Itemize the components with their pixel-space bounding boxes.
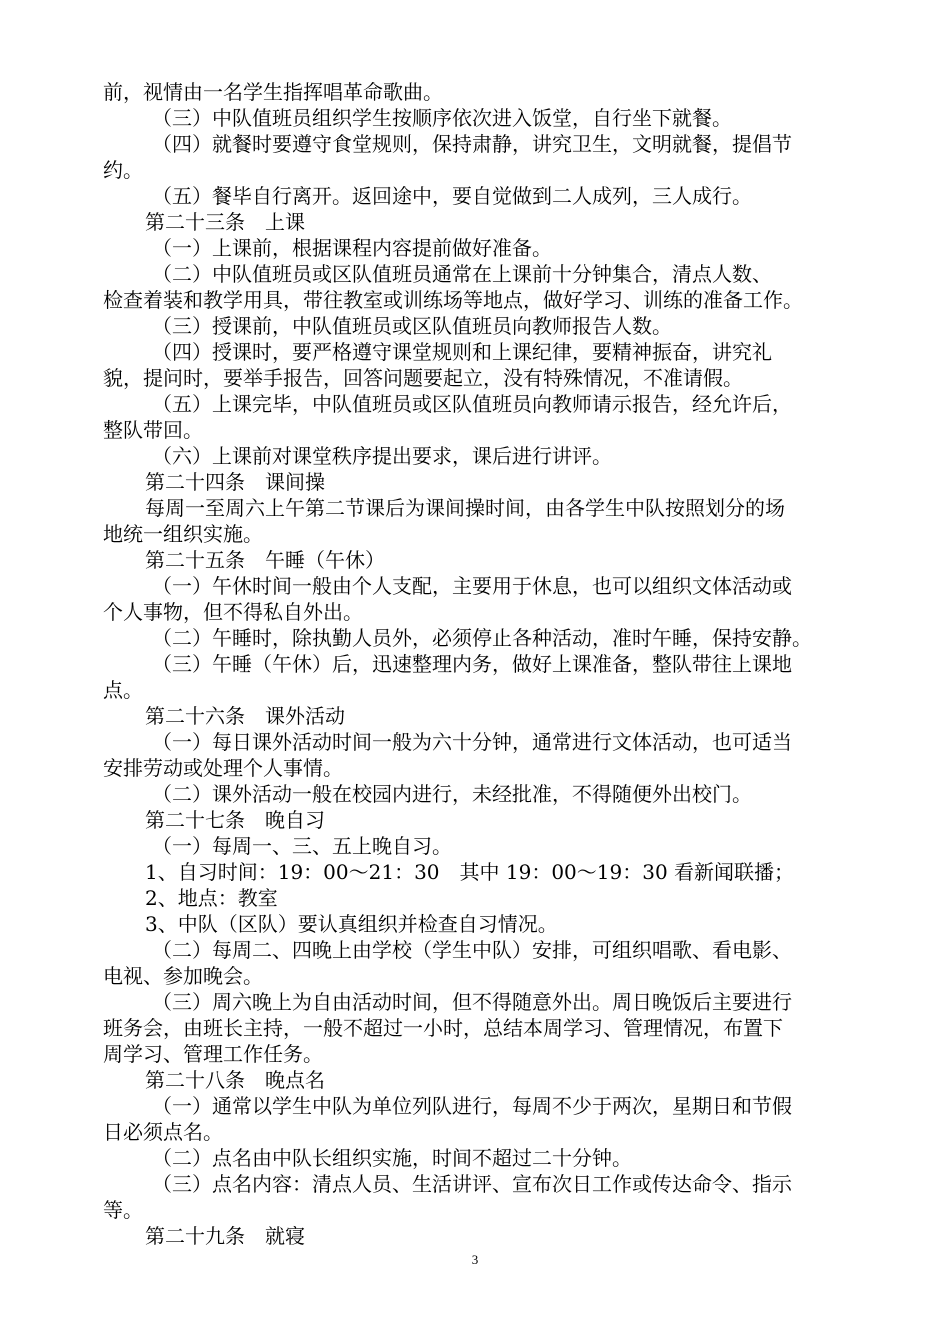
- text-line: 前，视情由一名学生指挥唱革命歌曲。: [103, 80, 443, 104]
- text-line: （四）授课时，要严格遵守课堂规则和上课纪律，要精神振奋，讲究礼: [152, 340, 772, 364]
- text-line: （三）点名内容：清点人员、生活讲评、宣布次日工作或传达命令、指示: [152, 1172, 792, 1196]
- text-line: 貌，提问时，要举手报告，回答问题要起立，没有特殊情况，不准请假。: [103, 366, 743, 390]
- text-line: （五）餐毕自行离开。返回途中，要自觉做到二人成列，三人成行。: [152, 184, 752, 208]
- text-line: （六）上课前对课堂秩序提出要求，课后进行讲评。: [152, 444, 612, 468]
- text-line: （二）点名由中队长组织实施，时间不超过二十分钟。: [152, 1146, 632, 1170]
- text-line: 点。: [103, 678, 143, 702]
- text-line: 日必须点名。: [103, 1120, 223, 1144]
- text-line: （二）午睡时，除执勤人员外，必须停止各种活动，准时午睡，保持安静。: [152, 626, 812, 650]
- text-line: （三）中队值班员组织学生按顺序依次进入饭堂，自行坐下就餐。: [152, 106, 732, 130]
- text-line: （一）上课前，根据课程内容提前做好准备。: [152, 236, 552, 260]
- text-line: 1、自习时间：19：00～21：30 其中 19：00～19：30 看新闻联播；: [145, 860, 795, 884]
- text-line: 每周一至周六上午第二节课后为课间操时间，由各学生中队按照划分的场: [145, 496, 785, 520]
- text-line: （一）午休时间一般由个人支配，主要用于休息，也可以组织文体活动或: [152, 574, 792, 598]
- text-line: （一）每周一、三、五上晚自习。: [152, 834, 452, 858]
- text-line: 周学习、管理工作任务。: [103, 1042, 323, 1066]
- text-line: 整队带回。: [103, 418, 203, 442]
- text-line: （三）授课前，中队值班员或区队值班员向教师报告人数。: [152, 314, 672, 338]
- text-line: 检查着装和教学用具，带往教室或训练场等地点，做好学习、训练的准备工作。: [103, 288, 803, 312]
- article-heading: 第二十四条 课间操: [145, 470, 325, 494]
- text-line: （二）课外活动一般在校园内进行，未经批准，不得随便外出校门。: [152, 782, 752, 806]
- text-line: 地统一组织实施。: [103, 522, 263, 546]
- text-line: 电视、参加晚会。: [103, 964, 263, 988]
- text-line: （四）就餐时要遵守食堂规则，保持肃静，讲究卫生，文明就餐，提倡节: [152, 132, 792, 156]
- text-line: 等。: [103, 1198, 143, 1222]
- text-line: （一）通常以学生中队为单位列队进行，每周不少于两次，星期日和节假: [152, 1094, 792, 1118]
- text-line: （三）周六晚上为自由活动时间，但不得随意外出。周日晚饭后主要进行: [152, 990, 792, 1014]
- page-number: 3: [471, 1252, 479, 1267]
- article-heading: 第二十八条 晚点名: [145, 1068, 325, 1092]
- article-heading: 第二十七条 晚自习: [145, 808, 325, 832]
- article-heading: 第二十六条 课外活动: [145, 704, 345, 728]
- text-line: （二）中队值班员或区队值班员通常在上课前十分钟集合，清点人数、: [152, 262, 772, 286]
- text-line: 班务会，由班长主持，一般不超过一小时，总结本周学习、管理情况，布置下: [103, 1016, 783, 1040]
- text-line: （一）每日课外活动时间一般为六十分钟，通常进行文体活动，也可适当: [152, 730, 792, 754]
- article-heading: 第二十五条 午睡（午休）: [145, 548, 385, 572]
- text-line: 3、中队（区队）要认真组织并检查自习情况。: [145, 912, 558, 936]
- text-line: （三）午睡（午休）后，迅速整理内务，做好上课准备，整队带往上课地: [152, 652, 792, 676]
- article-heading: 第二十三条 上课: [145, 210, 305, 234]
- text-line: （五）上课完毕，中队值班员或区队值班员向教师请示报告，经允许后，: [152, 392, 792, 416]
- text-line: （二）每周二、四晚上由学校（学生中队）安排，可组织唱歌、看电影、: [152, 938, 792, 962]
- text-line: 安排劳动或处理个人事情。: [103, 756, 343, 780]
- text-line: 约。: [103, 158, 143, 182]
- text-line: 个人事物，但不得私自外出。: [103, 600, 363, 624]
- article-heading: 第二十九条 就寝: [145, 1224, 305, 1248]
- text-line: 2、地点：教室: [145, 886, 278, 910]
